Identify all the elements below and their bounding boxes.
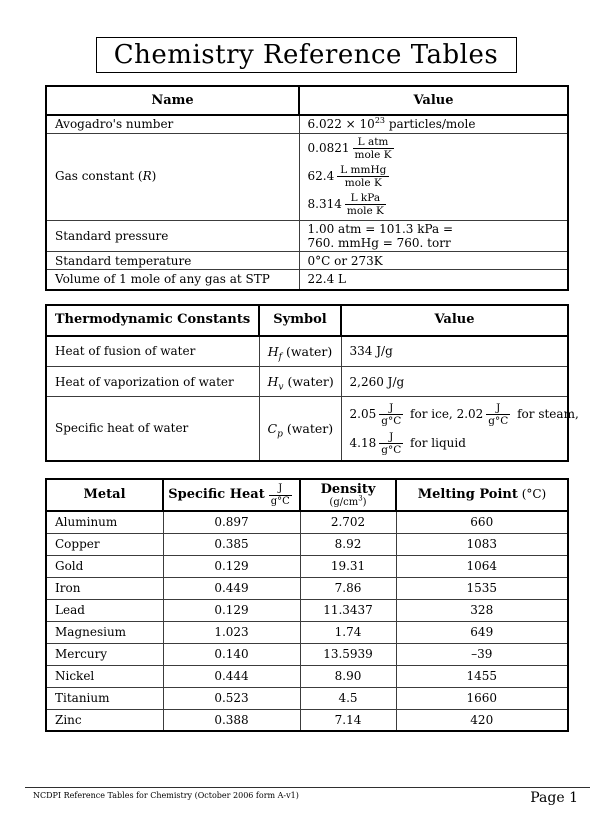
density-cell: 8.92	[300, 533, 396, 555]
specific-heat-name: Specific heat of water	[46, 397, 259, 461]
fraction: $\frac{J}{g^\circ C}$	[381, 401, 402, 428]
specific-heat-cell: 0.388	[163, 709, 300, 731]
metal-name-cell: Nickel	[46, 665, 163, 687]
density-cell: 4.5	[300, 687, 396, 709]
melting-point-cell: –39	[396, 643, 568, 665]
table-row-mercury	[46, 643, 568, 665]
vaporization-value: 2,260 J/g	[341, 367, 568, 397]
pressure-value: 1.00 atm = 101.3 kPa = 760. mmHg = 760. torr	[299, 220, 568, 252]
constants-header-value: Value	[299, 86, 568, 115]
table-row-lead	[46, 599, 568, 621]
fusion-symbol: $H_f$ (water)	[259, 336, 341, 367]
volume-name: Volume of 1 mole of any gas at STP	[46, 270, 299, 290]
melting-point-cell: 328	[396, 599, 568, 621]
melting-point-cell: 1064	[396, 555, 568, 577]
metals-header-specific-heat: Specific Heat $\frac{J}{g^\circ C}$	[163, 479, 300, 512]
table-row-aluminum	[46, 511, 568, 533]
fusion-name: Heat of fusion of water	[46, 336, 259, 367]
constants-header-row	[46, 86, 568, 115]
melting-point-cell: 1660	[396, 687, 568, 709]
table-row-heat-of-vaporization	[46, 367, 568, 397]
table-row-zinc	[46, 709, 568, 731]
metal-name-cell: Aluminum	[46, 511, 163, 533]
table-row-titanium	[46, 687, 568, 709]
volume-value: 22.4 L	[299, 270, 568, 290]
metal-name-cell: Mercury	[46, 643, 163, 665]
specific-heat-cell: 0.444	[163, 665, 300, 687]
temperature-value: 0°C or 273K	[299, 252, 568, 270]
metals-header-melting-point: Melting Point (°C)	[396, 479, 568, 512]
avogadro-exponent: 23	[374, 116, 385, 126]
table-row-nickel	[46, 665, 568, 687]
melting-point-cell: 649	[396, 621, 568, 643]
metals-header-row	[46, 479, 568, 512]
metal-name-cell: Titanium	[46, 687, 163, 709]
pressure-name: Standard pressure	[46, 220, 299, 252]
melting-unit: (°C)	[517, 487, 547, 502]
thermo-header-symbol: Symbol	[259, 305, 341, 336]
document-page	[0, 37, 612, 829]
specific-heat-cell: 0.449	[163, 577, 300, 599]
gas-constant-values	[299, 133, 568, 220]
table-row-magnesium	[46, 621, 568, 643]
specific-heat-cell: 0.140	[163, 643, 300, 665]
fusion-value: 334 J/g	[341, 336, 568, 367]
density-cell: 8.90	[300, 665, 396, 687]
melting-point-cell: 660	[396, 511, 568, 533]
footer-page-number: Page 1	[530, 790, 578, 806]
table-row-specific-heat	[46, 397, 568, 461]
density-cell: 1.74	[300, 621, 396, 643]
metals-header-density: Density $(g/cm^3)$	[300, 479, 396, 512]
density-unit: $(g/cm^3)$	[329, 495, 367, 509]
metal-name-cell: Lead	[46, 599, 163, 621]
thermo-header-value: Value	[341, 305, 568, 336]
metal-name-cell: Gold	[46, 555, 163, 577]
density-cell: 7.86	[300, 577, 396, 599]
gas-constant-value-mmhg: 62.4 $\frac{\text{L mmHg}}{\text{mole K}}$	[308, 163, 560, 191]
thermo-header-row	[46, 305, 568, 336]
density-cell: 13.5939	[300, 643, 396, 665]
specific-heat-cell: 0.385	[163, 533, 300, 555]
table-row-iron	[46, 577, 568, 599]
page-title: Chemistry Reference Tables	[113, 40, 499, 70]
specific-heat-line-1: 2.05 $\frac{J}{g^\circ C}$ for ice, 2.02 $\frac{J}{g^\circ C}$ for steam,	[349, 401, 579, 428]
gas-constant-value-kpa: 8.314 $\frac{\text{L kPa}}{\text{mole K}}$	[307, 191, 384, 217]
thermo-table	[45, 304, 579, 462]
fraction: $\frac{\text{L kPa}}{\text{mole K}}$	[346, 191, 384, 217]
gas-constant-name: Gas constant (R)	[46, 133, 299, 220]
footer-source-text: NCDPI Reference Tables for Chemistry (October 2006 form A-v1)	[33, 791, 299, 800]
thermo-header-name: Thermodynamic Constants	[46, 305, 259, 336]
table-row-heat-of-fusion	[46, 336, 568, 367]
specific-heat-cell: 0.129	[163, 555, 300, 577]
temperature-name: Standard temperature	[46, 252, 299, 270]
specific-heat-value	[341, 397, 579, 461]
metal-name-cell: Copper	[46, 533, 163, 555]
table-row-standard-pressure	[46, 220, 568, 252]
specific-heat-cell: 1.023	[163, 621, 300, 643]
fraction: $\frac{J}{g^\circ C}$	[270, 483, 290, 507]
constants-header-name: Name	[46, 86, 299, 115]
metal-name-cell: Magnesium	[46, 621, 163, 643]
vaporization-name: Heat of vaporization of water	[46, 367, 259, 397]
density-cell: 19.31	[300, 555, 396, 577]
gas-constant-value-atm: 0.0821 $\frac{\text{L atm}}{\text{mole K}}$	[307, 135, 392, 161]
density-cell: 2.702	[300, 511, 396, 533]
avogadro-name: Avogadro's number	[46, 115, 299, 133]
metal-name-cell: Iron	[46, 577, 163, 599]
table-row-gas-constant	[46, 133, 568, 220]
specific-heat-cell: 0.523	[163, 687, 300, 709]
fraction: $\frac{\text{L atm}}{\text{mole K}}$	[354, 135, 392, 161]
table-row-standard-temperature	[46, 252, 568, 270]
table-row-gold	[46, 555, 568, 577]
fraction: $\frac{J}{g^\circ C}$	[381, 430, 402, 457]
metals-header-metal: Metal	[46, 479, 163, 512]
fraction: $\frac{J}{g^\circ C}$	[488, 401, 509, 428]
specific-heat-cell: 0.897	[163, 511, 300, 533]
constants-table	[45, 85, 569, 291]
title-box	[96, 37, 517, 73]
melting-point-cell: 1535	[396, 577, 568, 599]
specific-heat-line-2: 4.18 $\frac{J}{g^\circ C}$ for liquid	[349, 430, 466, 457]
specific-heat-cell: 0.129	[163, 599, 300, 621]
specific-heat-symbol: $C_p$ (water)	[259, 397, 341, 461]
table-row-avogadro	[46, 115, 568, 133]
density-cell: 7.14	[300, 709, 396, 731]
melting-point-cell: 1455	[396, 665, 568, 687]
gas-constant-symbol: R	[142, 169, 152, 184]
melting-point-cell: 1083	[396, 533, 568, 555]
metal-name-cell: Zinc	[46, 709, 163, 731]
metals-table	[45, 478, 569, 733]
table-row-copper	[46, 533, 568, 555]
vaporization-symbol: $H_v$ (water)	[259, 367, 341, 397]
density-cell: 11.3437	[300, 599, 396, 621]
avogadro-value: $6.022 \times 10^{23}$ particles/mole	[299, 115, 568, 133]
table-row-molar-volume	[46, 270, 568, 290]
melting-point-cell: 420	[396, 709, 568, 731]
page-footer	[25, 787, 590, 806]
fraction: $\frac{\text{L mmHg}}{\text{mole K}}$	[337, 164, 389, 189]
